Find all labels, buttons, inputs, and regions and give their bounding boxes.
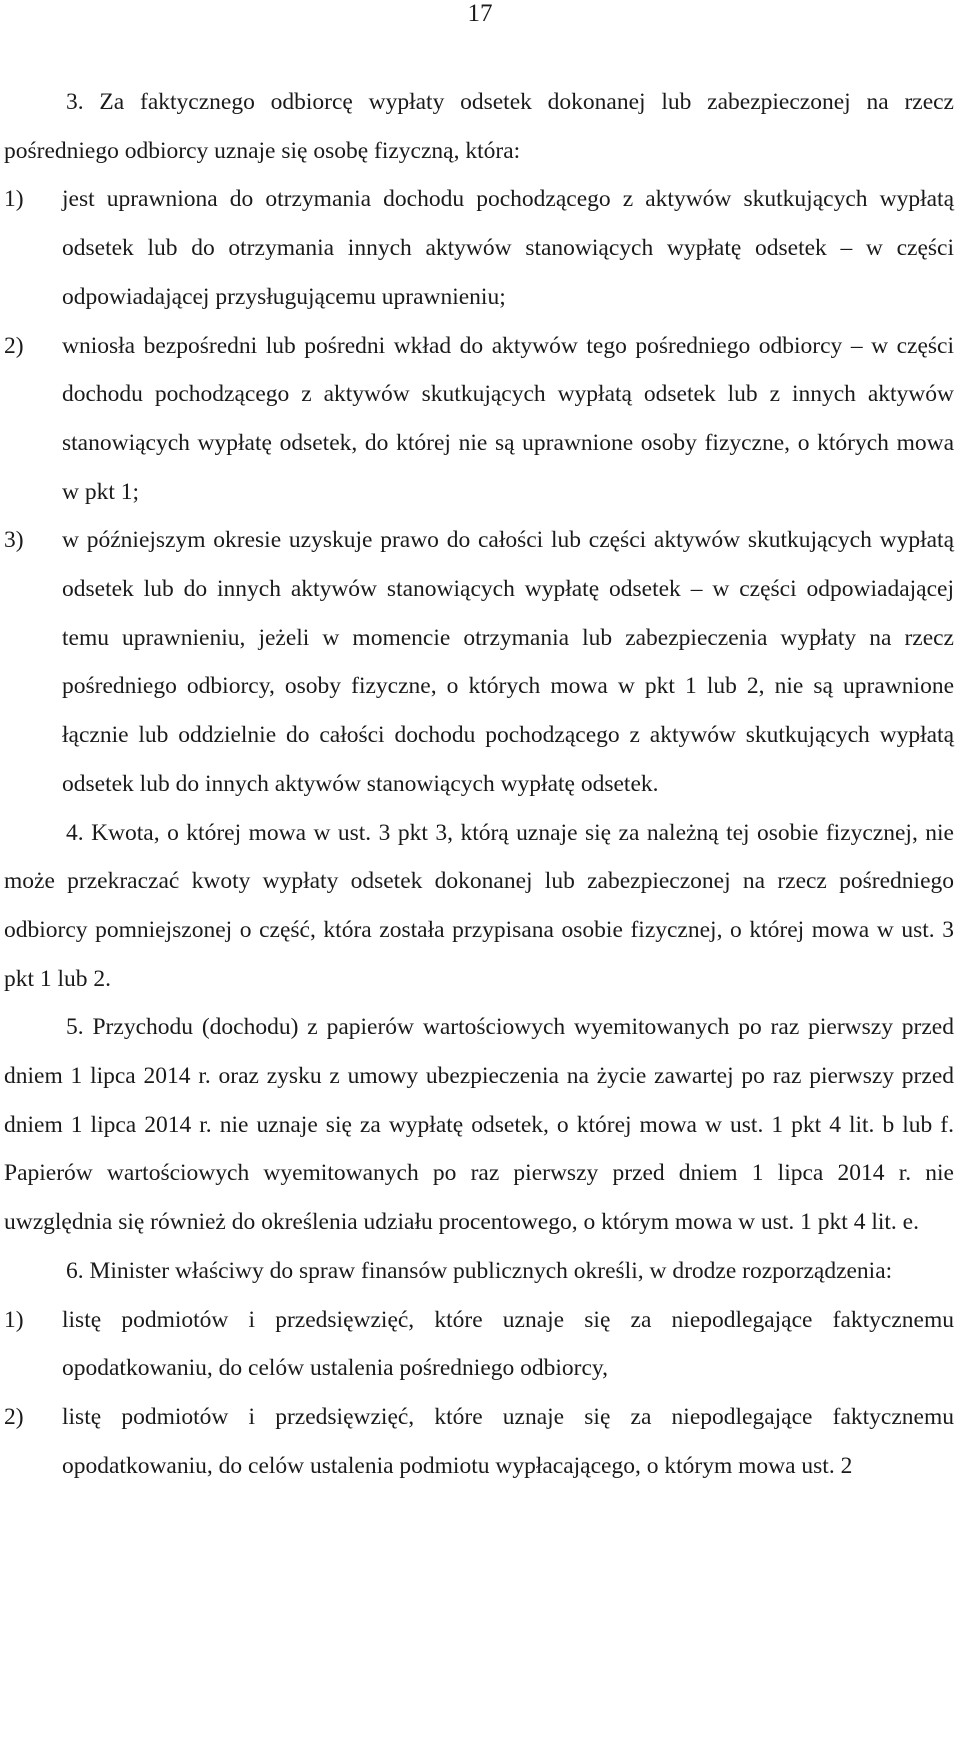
list-item	[4, 175, 954, 321]
list-item-number: 3)	[4, 527, 24, 554]
list-item-text: w późniejszym okresie uzyskuje prawo do całości lub części aktywów skutkujących wypłatą odsetek lub do innych aktywów stanowiących wypłatę odsetek – w części odpowiadającej temu uprawnieniu, jeżeli w momencie otrzymania lub zabezpieczenia wypłaty na rzecz pośredniego odbiorcy, osoby fizyczne, o których mowa w pkt 1 lub 2, nie są uprawnione łącznie lub oddzielnie do całości dochodu pochodzącego z aktywów skutkujących wypłatą odsetek lub do innych aktywów stanowiących wypłatę odsetek.	[62, 527, 954, 797]
document-body	[4, 78, 954, 1490]
paragraph-3-intro: 3. Za faktycznego odbiorcę wypłaty odsetek dokonanej lub zabezpieczonej na rzecz pośredniego odbiorcy uznaje się osobę fizyczną, która:	[4, 89, 954, 164]
list-item-number: 1)	[4, 186, 24, 213]
paragraph-4: 4. Kwota, o której mowa w ust. 3 pkt 3, którą uznaje się za należną tej osobie fizycznej, nie może przekraczać kwoty wypłaty odsetek dokonanej lub zabezpieczonej na rzecz pośredniego odbiorcy pomniejszonej o część, która została przypisana osobie fizycznej, o której mowa w ust. 3 pkt 1 lub 2.	[4, 819, 954, 992]
list-item-text: listę podmiotów i przedsięwzięć, które uznaje się za niepodlegające faktycznemu opodatkowaniu, do celów ustalenia podmiotu wypłacającego, o którym mowa ust. 2	[62, 1403, 954, 1479]
paragraph-5: 5. Przychodu (dochodu) z papierów wartościowych wyemitowanych po raz pierwszy przed dniem 1 lipca 2014 r. oraz zysku z umowy ubezpieczenia na życie zawartej po raz pierwszy przed dniem 1 lipca 2014 r. nie uznaje się za wypłatę odsetek, o której mowa w ust. 1 pkt 4 lit. b lub f. Papierów wartościowych wyemitowanych po raz pierwszy przed dniem 1 lipca 2014 r. nie uwzględnia się również do określenia udziału procentowego, o którym mowa w ust. 1 pkt 4 lit. e.	[4, 1014, 954, 1236]
list-item-text: listę podmiotów i przedsięwzięć, które uznaje się za niepodlegające faktycznemu opodatkowaniu, do celów ustalenia pośredniego odbiorcy,	[62, 1306, 954, 1382]
list-item	[4, 1393, 954, 1490]
list-item-number: 1)	[4, 1306, 24, 1333]
paragraph-6-intro: 6. Minister właściwy do spraw finansów publicznych określi, w drodze rozporządzenia:	[66, 1257, 893, 1284]
list-item-number: 2)	[4, 332, 24, 359]
list-item	[4, 1296, 954, 1393]
page-number: 17	[467, 0, 493, 27]
list-item	[4, 516, 954, 808]
list-item	[4, 322, 954, 517]
list-item-number: 2)	[4, 1403, 24, 1430]
list-item-text: wniosła bezpośredni lub pośredni wkład do aktywów tego pośredniego odbiorcy – w części dochodu pochodzącego z aktywów skutkujących wypłatą odsetek lub z innych aktywów stanowiących wypłatę odsetek, do której nie są uprawnione osoby fizyczne, o których mowa w pkt 1;	[62, 332, 954, 505]
list-item-text: jest uprawniona do otrzymania dochodu pochodzącego z aktywów skutkujących wypłatą odsetek lub do otrzymania innych aktywów stanowiących wypłatę odsetek – w części odpowiadającej przysługującemu uprawnieniu;	[62, 186, 954, 310]
